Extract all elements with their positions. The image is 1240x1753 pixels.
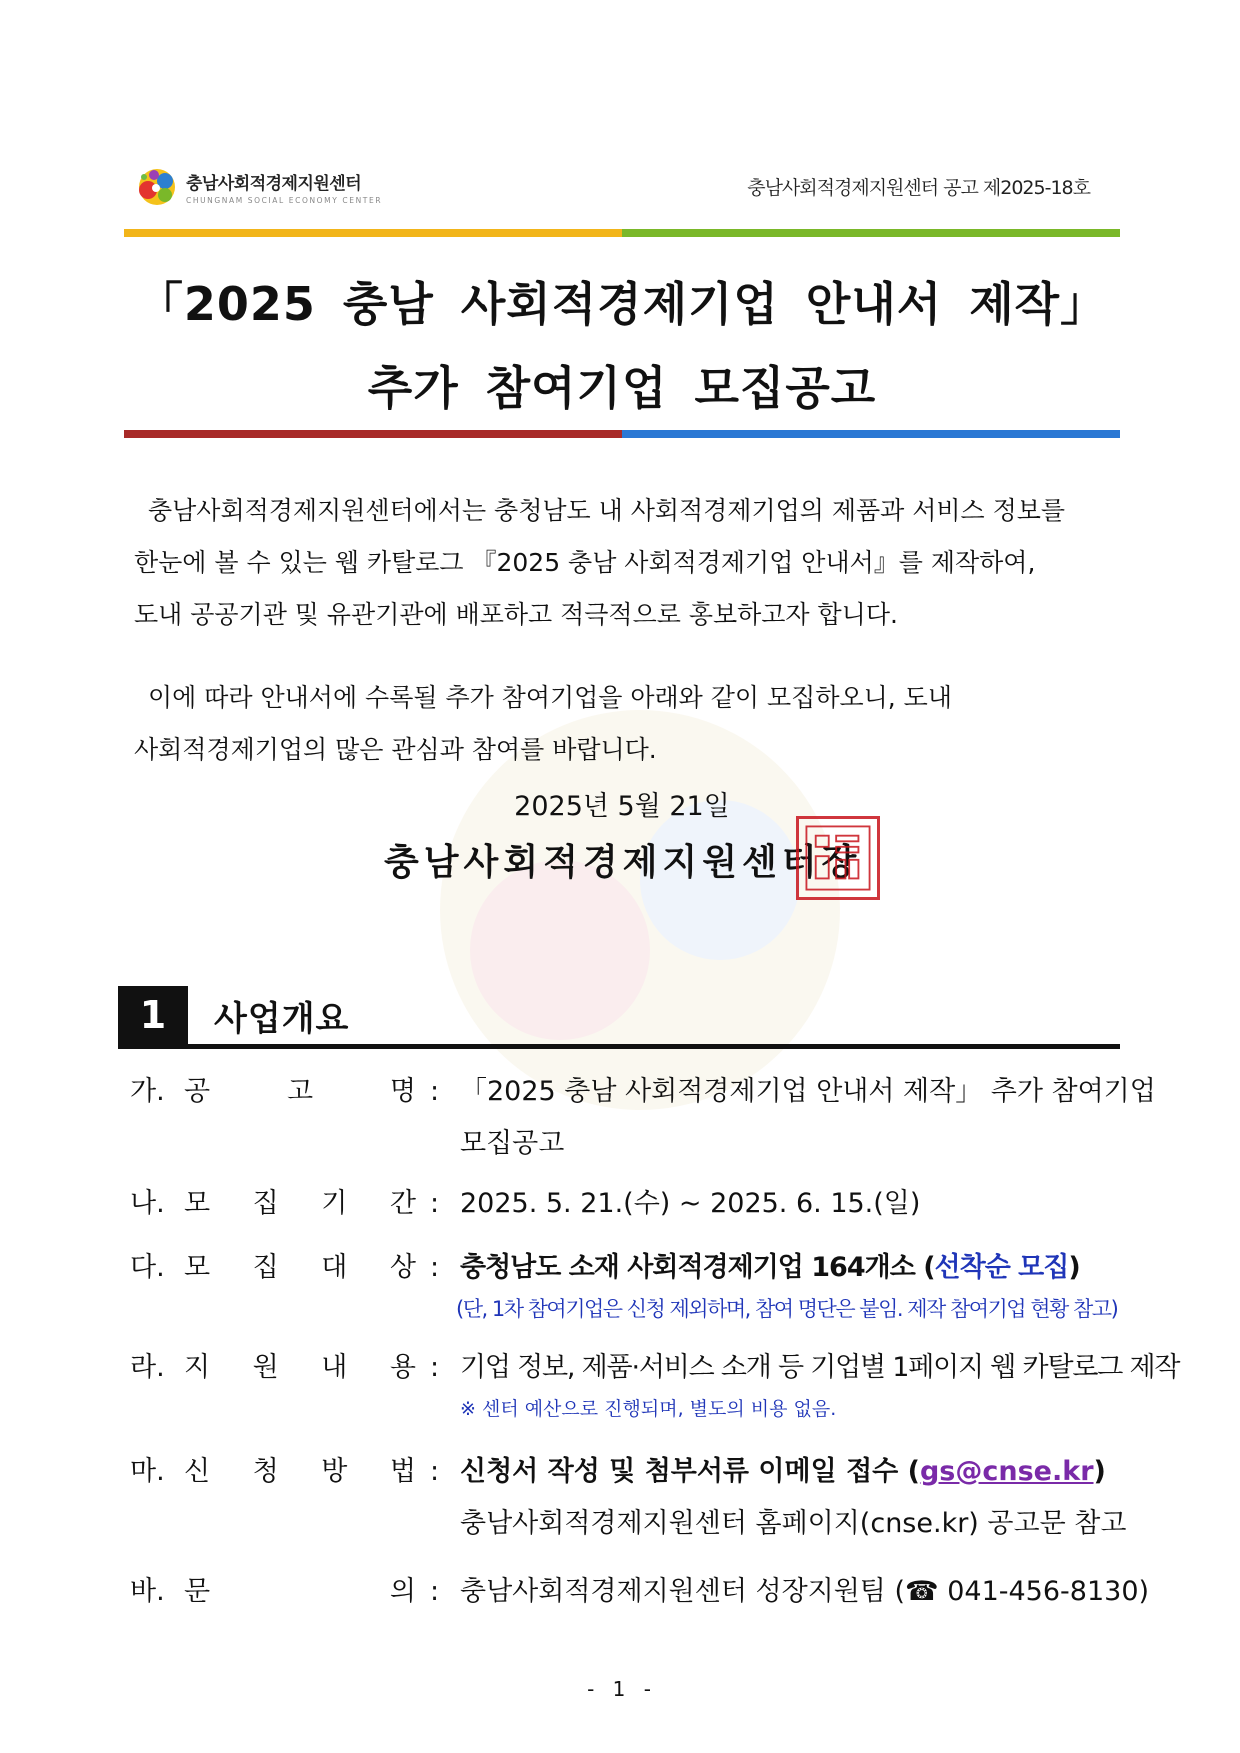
notice-number: 충남사회적경제지원센터 공고 제2025-18호 bbox=[747, 177, 1090, 199]
label-char: 기 bbox=[321, 1188, 348, 1219]
first-come-label: 선착순 모집 bbox=[934, 1252, 1069, 1283]
row-colon: : bbox=[430, 1252, 440, 1283]
label-char: 지 bbox=[184, 1352, 211, 1383]
label-char: 집 bbox=[252, 1188, 279, 1219]
overview-row-contact bbox=[130, 1566, 1150, 1618]
row-content bbox=[460, 1566, 1150, 1618]
row-colon: : bbox=[430, 1076, 440, 1107]
section-1-header bbox=[118, 986, 349, 1044]
row-label bbox=[184, 1566, 430, 1618]
row-colon: : bbox=[430, 1352, 440, 1383]
page-number: - 1 - bbox=[587, 1677, 657, 1701]
label-char: 법 bbox=[389, 1456, 416, 1487]
label-char: 방 bbox=[321, 1456, 348, 1487]
label-char: 상 bbox=[389, 1252, 416, 1283]
row-label bbox=[184, 1242, 430, 1324]
label-char: 고 bbox=[286, 1076, 314, 1107]
label-char: 문 bbox=[184, 1576, 211, 1607]
row-content-line: 기업 정보, 제품·서비스 소개 등 기업별 1페이지 웹 카탈로그 제작 bbox=[460, 1352, 1180, 1383]
row-content-line bbox=[460, 1242, 1120, 1294]
title-line-1: 「2025 충남 사회적경제기업 안내서 제작」 bbox=[136, 277, 1108, 331]
label-char: 집 bbox=[252, 1252, 279, 1283]
row-label bbox=[184, 1066, 430, 1170]
row-content bbox=[460, 1066, 1156, 1170]
row-label bbox=[184, 1178, 430, 1230]
row-content bbox=[460, 1342, 1180, 1424]
org-logo bbox=[134, 164, 382, 210]
row-colon: : bbox=[430, 1456, 440, 1487]
row-content bbox=[460, 1446, 1127, 1550]
intro-line: 한눈에 볼 수 있는 웹 카탈로그 『2025 충남 사회적경제기업 안내서』를 제작하여, bbox=[134, 548, 1036, 577]
row-content-line: 충남사회적경제지원센터 성장지원팀 (☎ 041-456-8130) bbox=[460, 1576, 1150, 1607]
intro-line: 충남사회적경제지원센터에서는 충청남도 내 사회적경제기업의 제품과 서비스 정보를 bbox=[148, 496, 1066, 525]
target-note: (단, 1차 참여기업은 신청 제외하며, 참여 명단은 붙임. 제작 참여기업 현황 참고) bbox=[456, 1297, 1118, 1321]
label-char: 대 bbox=[321, 1252, 348, 1283]
row-content bbox=[460, 1178, 1120, 1230]
label-char: 간 bbox=[389, 1188, 416, 1219]
row-content-line bbox=[460, 1446, 1120, 1498]
row-content-line: 모집공고 bbox=[460, 1128, 565, 1159]
bottom-divider-left bbox=[124, 430, 622, 438]
label-char: 명 bbox=[389, 1076, 416, 1107]
section-rule bbox=[118, 1044, 1120, 1049]
intro-line: 이에 따라 안내서에 수록될 추가 참여기업을 아래와 같이 모집하오니, 도내 bbox=[148, 683, 952, 712]
intro-line: 사회적경제기업의 많은 관심과 참여를 바랍니다. bbox=[134, 735, 657, 764]
label-char: 공 bbox=[184, 1076, 211, 1107]
section-title: 사업개요 bbox=[214, 998, 350, 1039]
row-mark: 마. bbox=[130, 1456, 165, 1487]
overview-row-target bbox=[130, 1242, 1120, 1324]
intro-paragraph-1 bbox=[134, 485, 1094, 641]
overview-row-title bbox=[130, 1066, 1156, 1170]
row-mark: 다. bbox=[130, 1252, 165, 1283]
title-line-2: 추가 참여기업 모집공고 bbox=[367, 361, 877, 415]
target-text: 충청남도 소재 사회적경제기업 164개소 ( bbox=[460, 1252, 935, 1283]
target-close: ) bbox=[1068, 1252, 1080, 1283]
org-name-en: CHUNGNAM SOCIAL ECONOMY CENTER bbox=[186, 196, 383, 205]
official-seal bbox=[796, 816, 880, 900]
bottom-divider bbox=[124, 430, 1120, 438]
section-number: 1 bbox=[118, 986, 188, 1044]
row-mark: 나. bbox=[130, 1188, 165, 1219]
row-content bbox=[456, 1242, 1120, 1324]
row-mark: 라. bbox=[130, 1352, 165, 1383]
row-mark: 가. bbox=[130, 1076, 165, 1107]
issue-date: 2025년 5월 21일 bbox=[514, 791, 730, 822]
bottom-divider-right bbox=[622, 430, 1120, 438]
overview-row-support bbox=[130, 1342, 1180, 1424]
row-colon: : bbox=[430, 1576, 440, 1607]
issuer-name: 충남사회적경제지원센터장 bbox=[384, 842, 862, 883]
label-char: 신 bbox=[184, 1456, 211, 1487]
row-content-line: 충남사회적경제지원센터 홈페이지(cnse.kr) 공고문 참고 bbox=[460, 1508, 1127, 1539]
row-mark: 바. bbox=[130, 1576, 165, 1607]
top-divider-right bbox=[622, 229, 1120, 237]
row-label bbox=[184, 1446, 430, 1550]
label-char: 모 bbox=[184, 1188, 211, 1219]
row-content-line: 2025. 5. 21.(수) ~ 2025. 6. 15.(일) bbox=[460, 1188, 921, 1219]
apply-text: 신청서 작성 및 첨부서류 이메일 접수 ( bbox=[460, 1456, 920, 1487]
label-char: 원 bbox=[252, 1352, 279, 1383]
overview-row-apply bbox=[130, 1446, 1127, 1550]
org-logo-icon bbox=[134, 164, 180, 210]
label-char: 내 bbox=[321, 1352, 348, 1383]
label-char: 청 bbox=[252, 1456, 279, 1487]
support-note: ※ 센터 예산으로 진행되며, 별도의 비용 없음. bbox=[460, 1398, 837, 1420]
row-content-line: 「2025 충남 사회적경제기업 안내서 제작」 추가 참여기업 bbox=[460, 1076, 1156, 1107]
label-char: 용 bbox=[389, 1352, 416, 1383]
top-divider-left bbox=[124, 229, 622, 237]
label-char: 의 bbox=[389, 1576, 416, 1607]
apply-close: ) bbox=[1093, 1456, 1106, 1487]
row-label bbox=[184, 1342, 430, 1424]
label-char: 모 bbox=[184, 1252, 211, 1283]
overview-row-period bbox=[130, 1178, 1120, 1230]
intro-paragraph-2 bbox=[134, 672, 1094, 776]
org-name: 충남사회적경제지원센터 bbox=[186, 174, 362, 194]
email-link[interactable]: gs@cnse.kr bbox=[919, 1456, 1094, 1487]
row-colon: : bbox=[430, 1188, 440, 1219]
intro-line: 도내 공공기관 및 유관기관에 배포하고 적극적으로 홍보하고자 합니다. bbox=[134, 600, 898, 629]
top-divider bbox=[124, 229, 1120, 237]
